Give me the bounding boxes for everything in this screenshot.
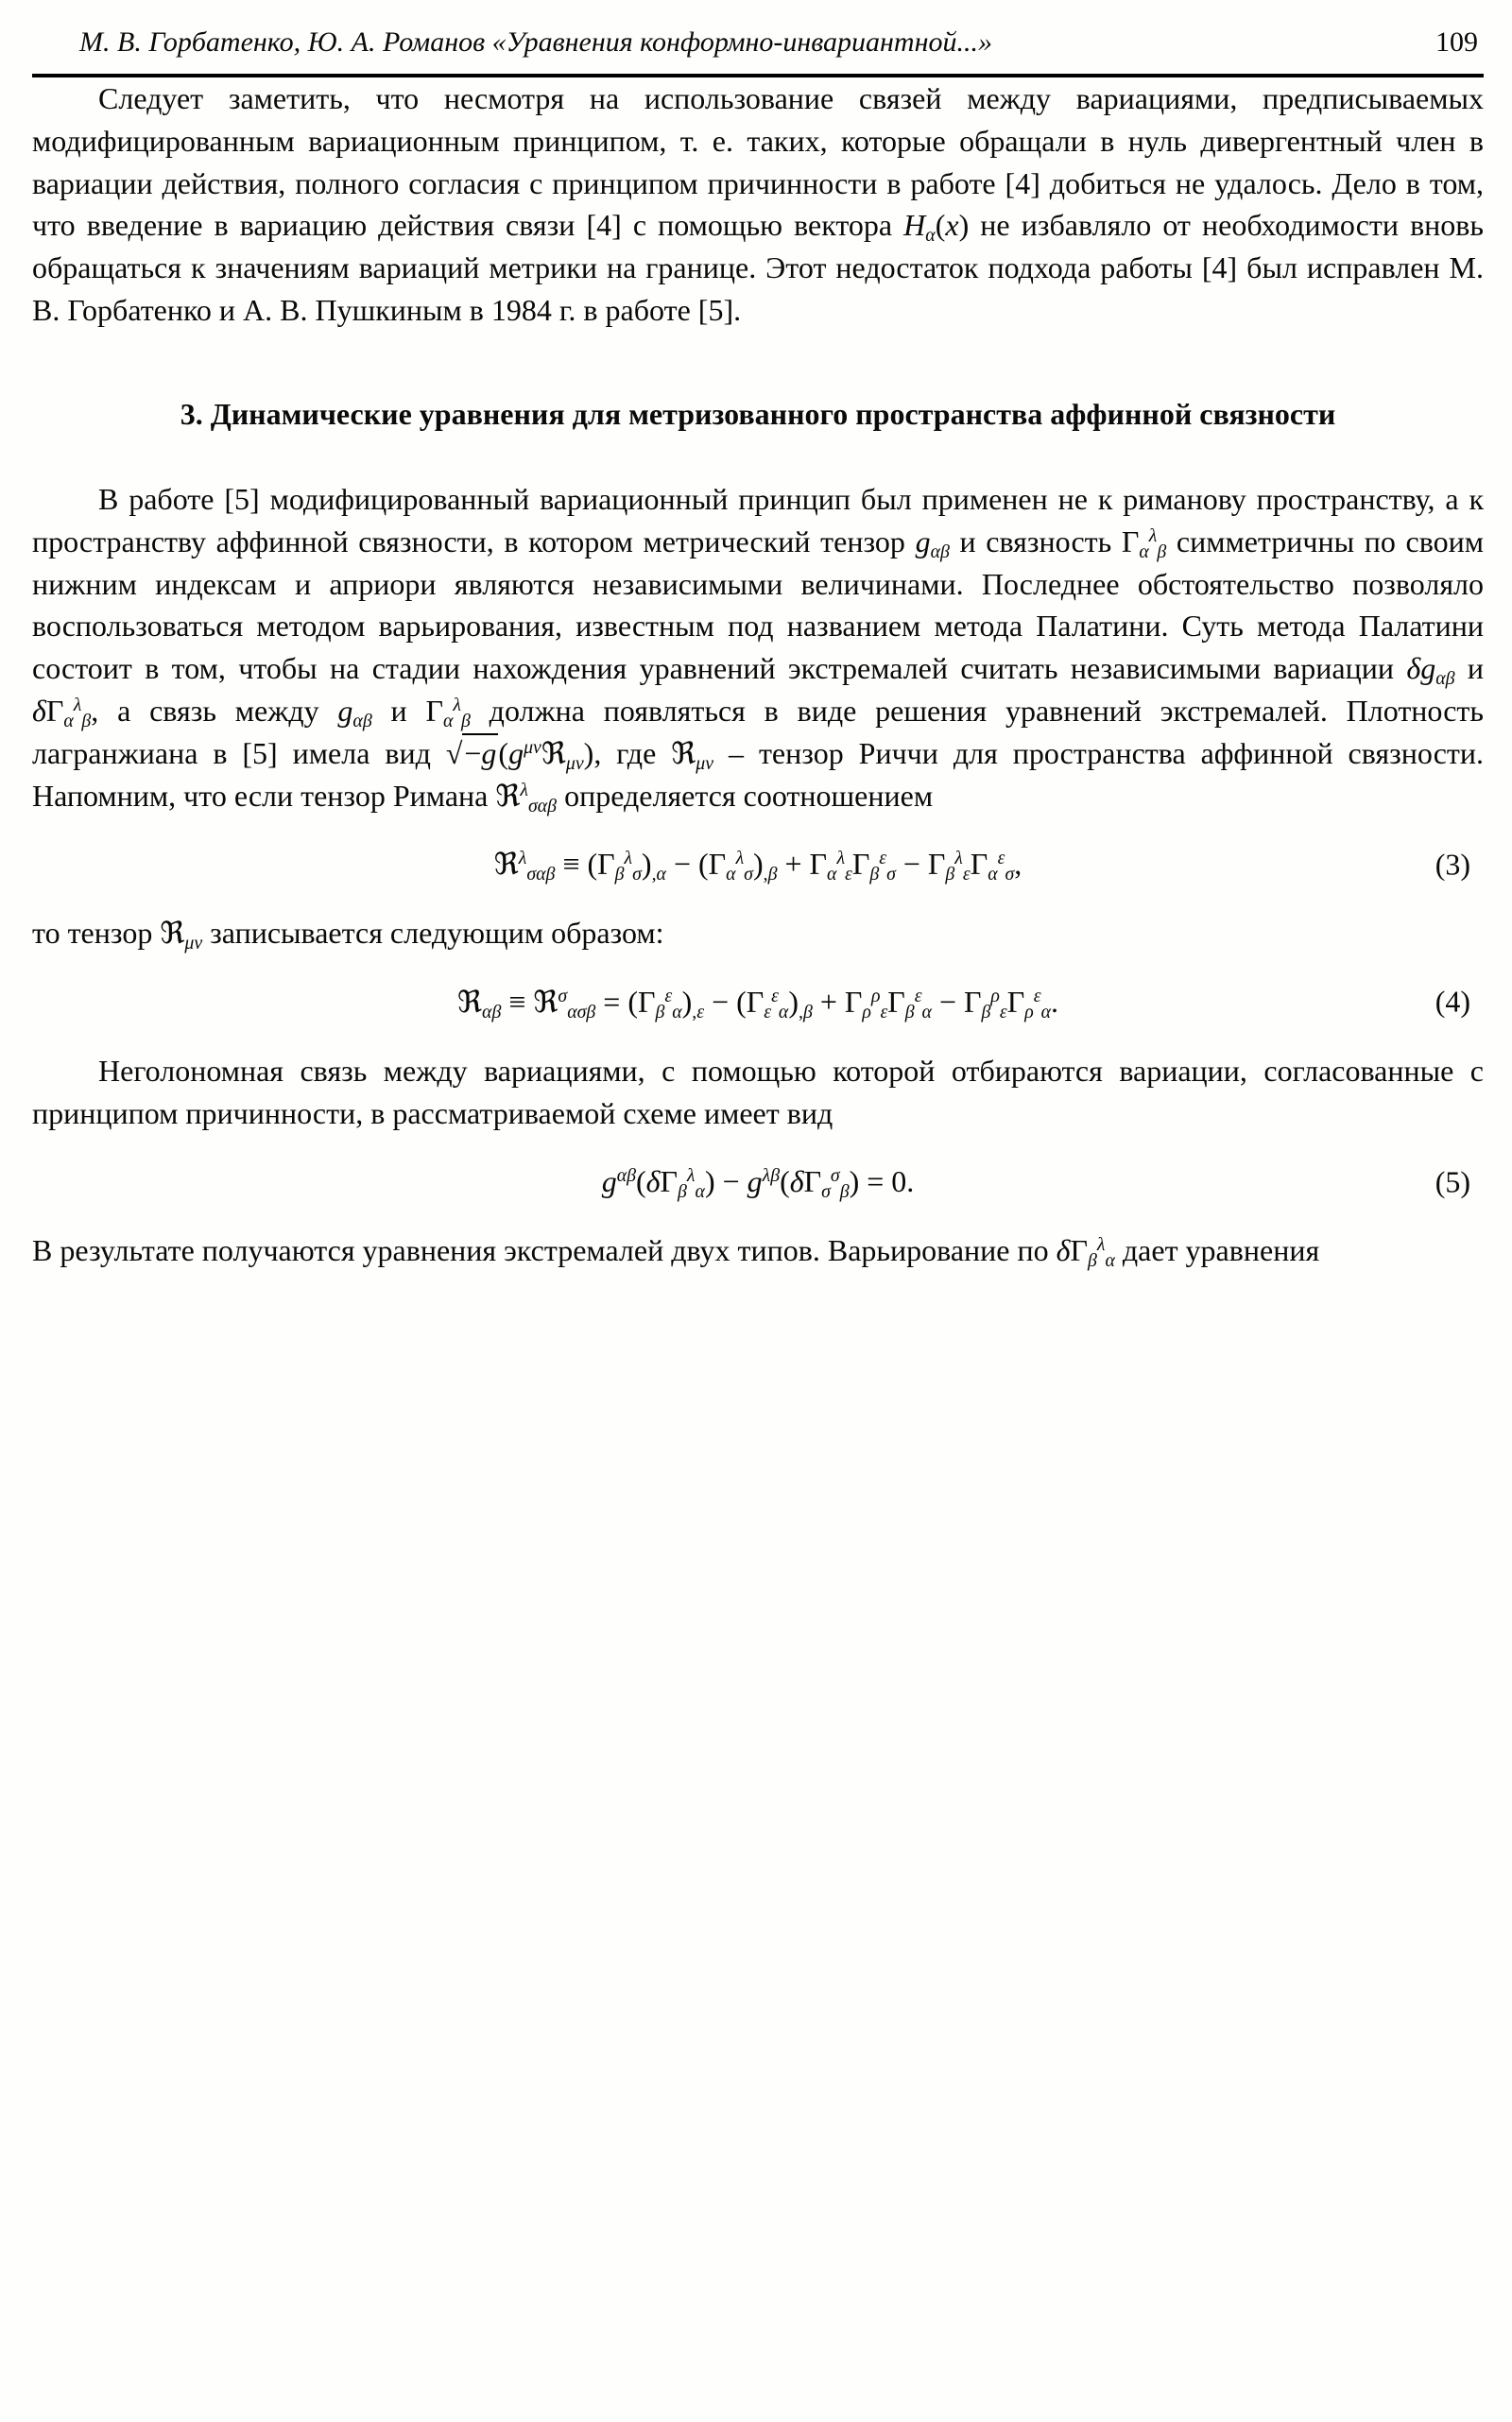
equation-4-number: (4) (1435, 984, 1470, 1019)
equation-4 (32, 981, 1484, 1023)
equation-5 (32, 1160, 1484, 1203)
section-heading: 3. Динамические уравнения для метризованного пространства аффинной связности (180, 396, 1336, 431)
header-title: М. В. Горбатенко, Ю. А. Романов «Уравнения конформно-инвариантной...» (79, 26, 992, 58)
equation-3 (32, 843, 1484, 885)
paragraph-constraint: Неголономная связь между вариациями, с помощью которой отбираются вариации, согласованные с принципом причинности, в рассматриваемой схеме имеет вид (32, 1053, 1484, 1130)
paragraph-method: В работе [5] модифицированный вариационный принцип был применен не к риманову пространству, а к пространству аффинной связности, в котором метрический тензор $g_{\alpha\beta}$ и связность $\Gamma_\alpha^\lambda_\beta$ симметричны по своим нижним индексам и априори являются независимыми величинами. Последнее обстоятельство позволяло воспользоваться методом варьирования, известным под названием метода Палатини. Суть метода Палатини состоит в том, чтобы на стадии нахождения уравнений экстремалей считать независимыми вариации $\delta g_{\alpha\beta}$ и $\delta\Gamma_\alpha^\lambda_\beta$, а связь между $g_{\alpha\beta}$ и $\Gamma_\alpha^\lambda_\beta$ должна появляться в виде решения уравнений экстремалей. Плотность лагранжиана в [5] имела вид $√-g(g^{\mu\nu}ℜ_{\mu\nu})$, где ℜ$_{\mu\nu}$ – тензор Риччи для пространства аффинной связности. Напомним, что если тензор Римана ℜ$^\lambda_{\sigma\alpha\beta}$ определяется соотношением (32, 481, 1485, 816)
equation-3-number: (3) (1435, 847, 1470, 882)
equation-5-body: $g^{\alpha\beta}(\delta\Gamma_\beta^\lambda_\alpha) - g^{\lambda\beta}(\delta\Gamma_\sigma^\sigma_\beta) = 0$. (601, 1164, 915, 1203)
equation-4-body: ℜ$_{\alpha\beta}$ ≡ ℜ$^\sigma_{\alpha\sigma\beta}$ = $(\Gamma_\beta^\varepsilon_\alpha)_{,\varepsilon} - (\Gamma_\varepsilon^\varepsilon_\alpha)_{,\beta} + \Gamma_\rho^\rho_\varepsilon\Gamma_\beta^\varepsilon_\alpha - \Gamma_\beta^\rho_\varepsilon\Gamma_\rho^\varepsilon_\alpha$. (456, 984, 1059, 1022)
running-header (32, 19, 1484, 77)
page-number: 109 (1435, 26, 1478, 58)
paragraph-intro: Следует заметить, что несмотря на использование связей между вариациями, предписываемых модифицированным вариационным принципом, т. е. таких, которые обращали в нуль дивергентный член в вариации действия, полного согласия с принципом причинности в работе [4] добиться не удалось. Дело в том, что введение в вариацию действия связи [4] с помощью вектора $H_\alpha(x)$ не избавляло от необходимости вновь обращаться к значениям вариаций метрики на границе. Этот недостаток подхода работы [4] был исправлен М. В. Горбатенко и А. В. Пушкиным в 1984 г. в работе [5]. (32, 81, 1485, 327)
equation-5-number: (5) (1435, 1164, 1470, 1199)
paragraph-result: В результате получаются уравнения экстремалей двух типов. Варьирование по $\delta\Gamma_\beta^\lambda_\alpha$ дает уравнения (32, 1233, 1320, 1272)
paragraph-ricci-intro: то тензор ℜ$_{\mu\nu}$ записывается следующим образом: (32, 916, 664, 954)
equation-3-body: ℜ$^\lambda_{\sigma\alpha\beta}$ ≡ $(\Gamma_\beta^\lambda_\sigma)_{,\alpha} - (\Gamma_\alpha^\lambda_\sigma)_{,\beta} + \Gamma_\alpha^\lambda_\varepsilon\Gamma_\beta^\varepsilon_\sigma - \Gamma_\beta^\lambda_\varepsilon\Gamma_\alpha^\varepsilon_\sigma$, (493, 847, 1022, 885)
